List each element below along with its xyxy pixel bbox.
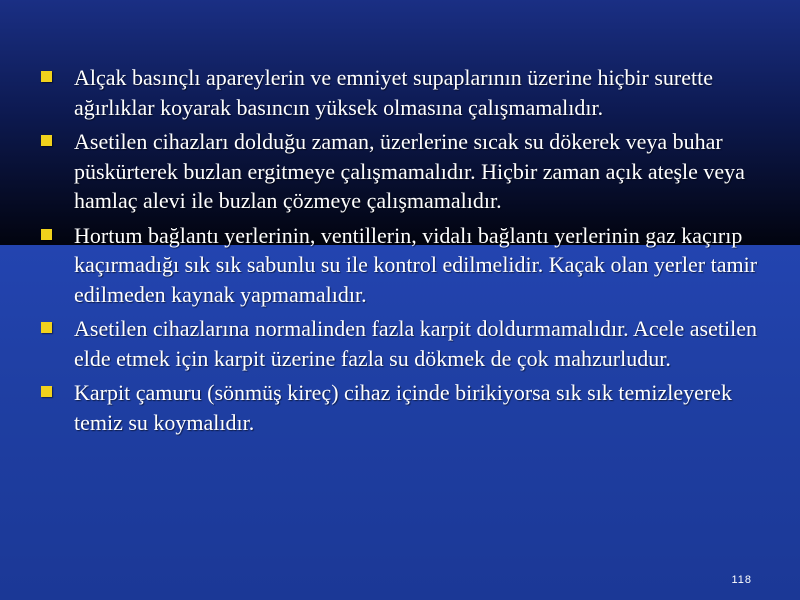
bullet-text: Asetilen cihazlarına normalinden fazla karpit doldurmamalıdır. Acele asetilen elde etmek için karpit üzerine fazla su dökmek de çok mahzurludur. <box>74 316 757 371</box>
bullet-list <box>40 63 760 442</box>
square-bullet-icon <box>41 71 52 82</box>
slide-number: 118 <box>731 574 752 586</box>
square-bullet-icon <box>41 229 52 240</box>
bullet-text: Hortum bağlantı yerlerinin, ventillerin, vidalı bağlantı yerlerinin gaz kaçırıp kaçırmadığı sık sık sabunlu su ile kontrol edilmelidir. Kaçak olan yerler tamir edilmeden kaynak yapmamalıdır. <box>74 222 758 307</box>
square-bullet-icon <box>41 135 52 146</box>
bullet-text: Asetilen cihazları dolduğu zaman, üzerlerine sıcak su dökerek veya buhar püskürterek buzlan ergitmeye çalışmamalıdır. Hiçbir zaman açık ateşle veya hamlaç alevi ile buzlan çözmeye çalışmamalıdır. <box>74 129 745 213</box>
bullet-item <box>40 127 760 216</box>
bullet-item <box>40 63 760 122</box>
square-bullet-icon <box>41 386 52 397</box>
bullet-item <box>40 314 760 373</box>
bullet-item <box>40 378 760 437</box>
bullet-item <box>40 221 760 310</box>
bullet-text: Karpit çamuru (sönmüş kireç) cihaz içinde birikiyorsa sık sık temizleyerek temiz su koymalıdır. <box>74 380 732 435</box>
bullet-text: Alçak basınçlı apareylerin ve emniyet supaplarının üzerine hiçbir surette ağırlıklar koyarak basıncın yüksek olmasına çalışmamalıdır. <box>74 65 713 120</box>
square-bullet-icon <box>41 322 52 333</box>
